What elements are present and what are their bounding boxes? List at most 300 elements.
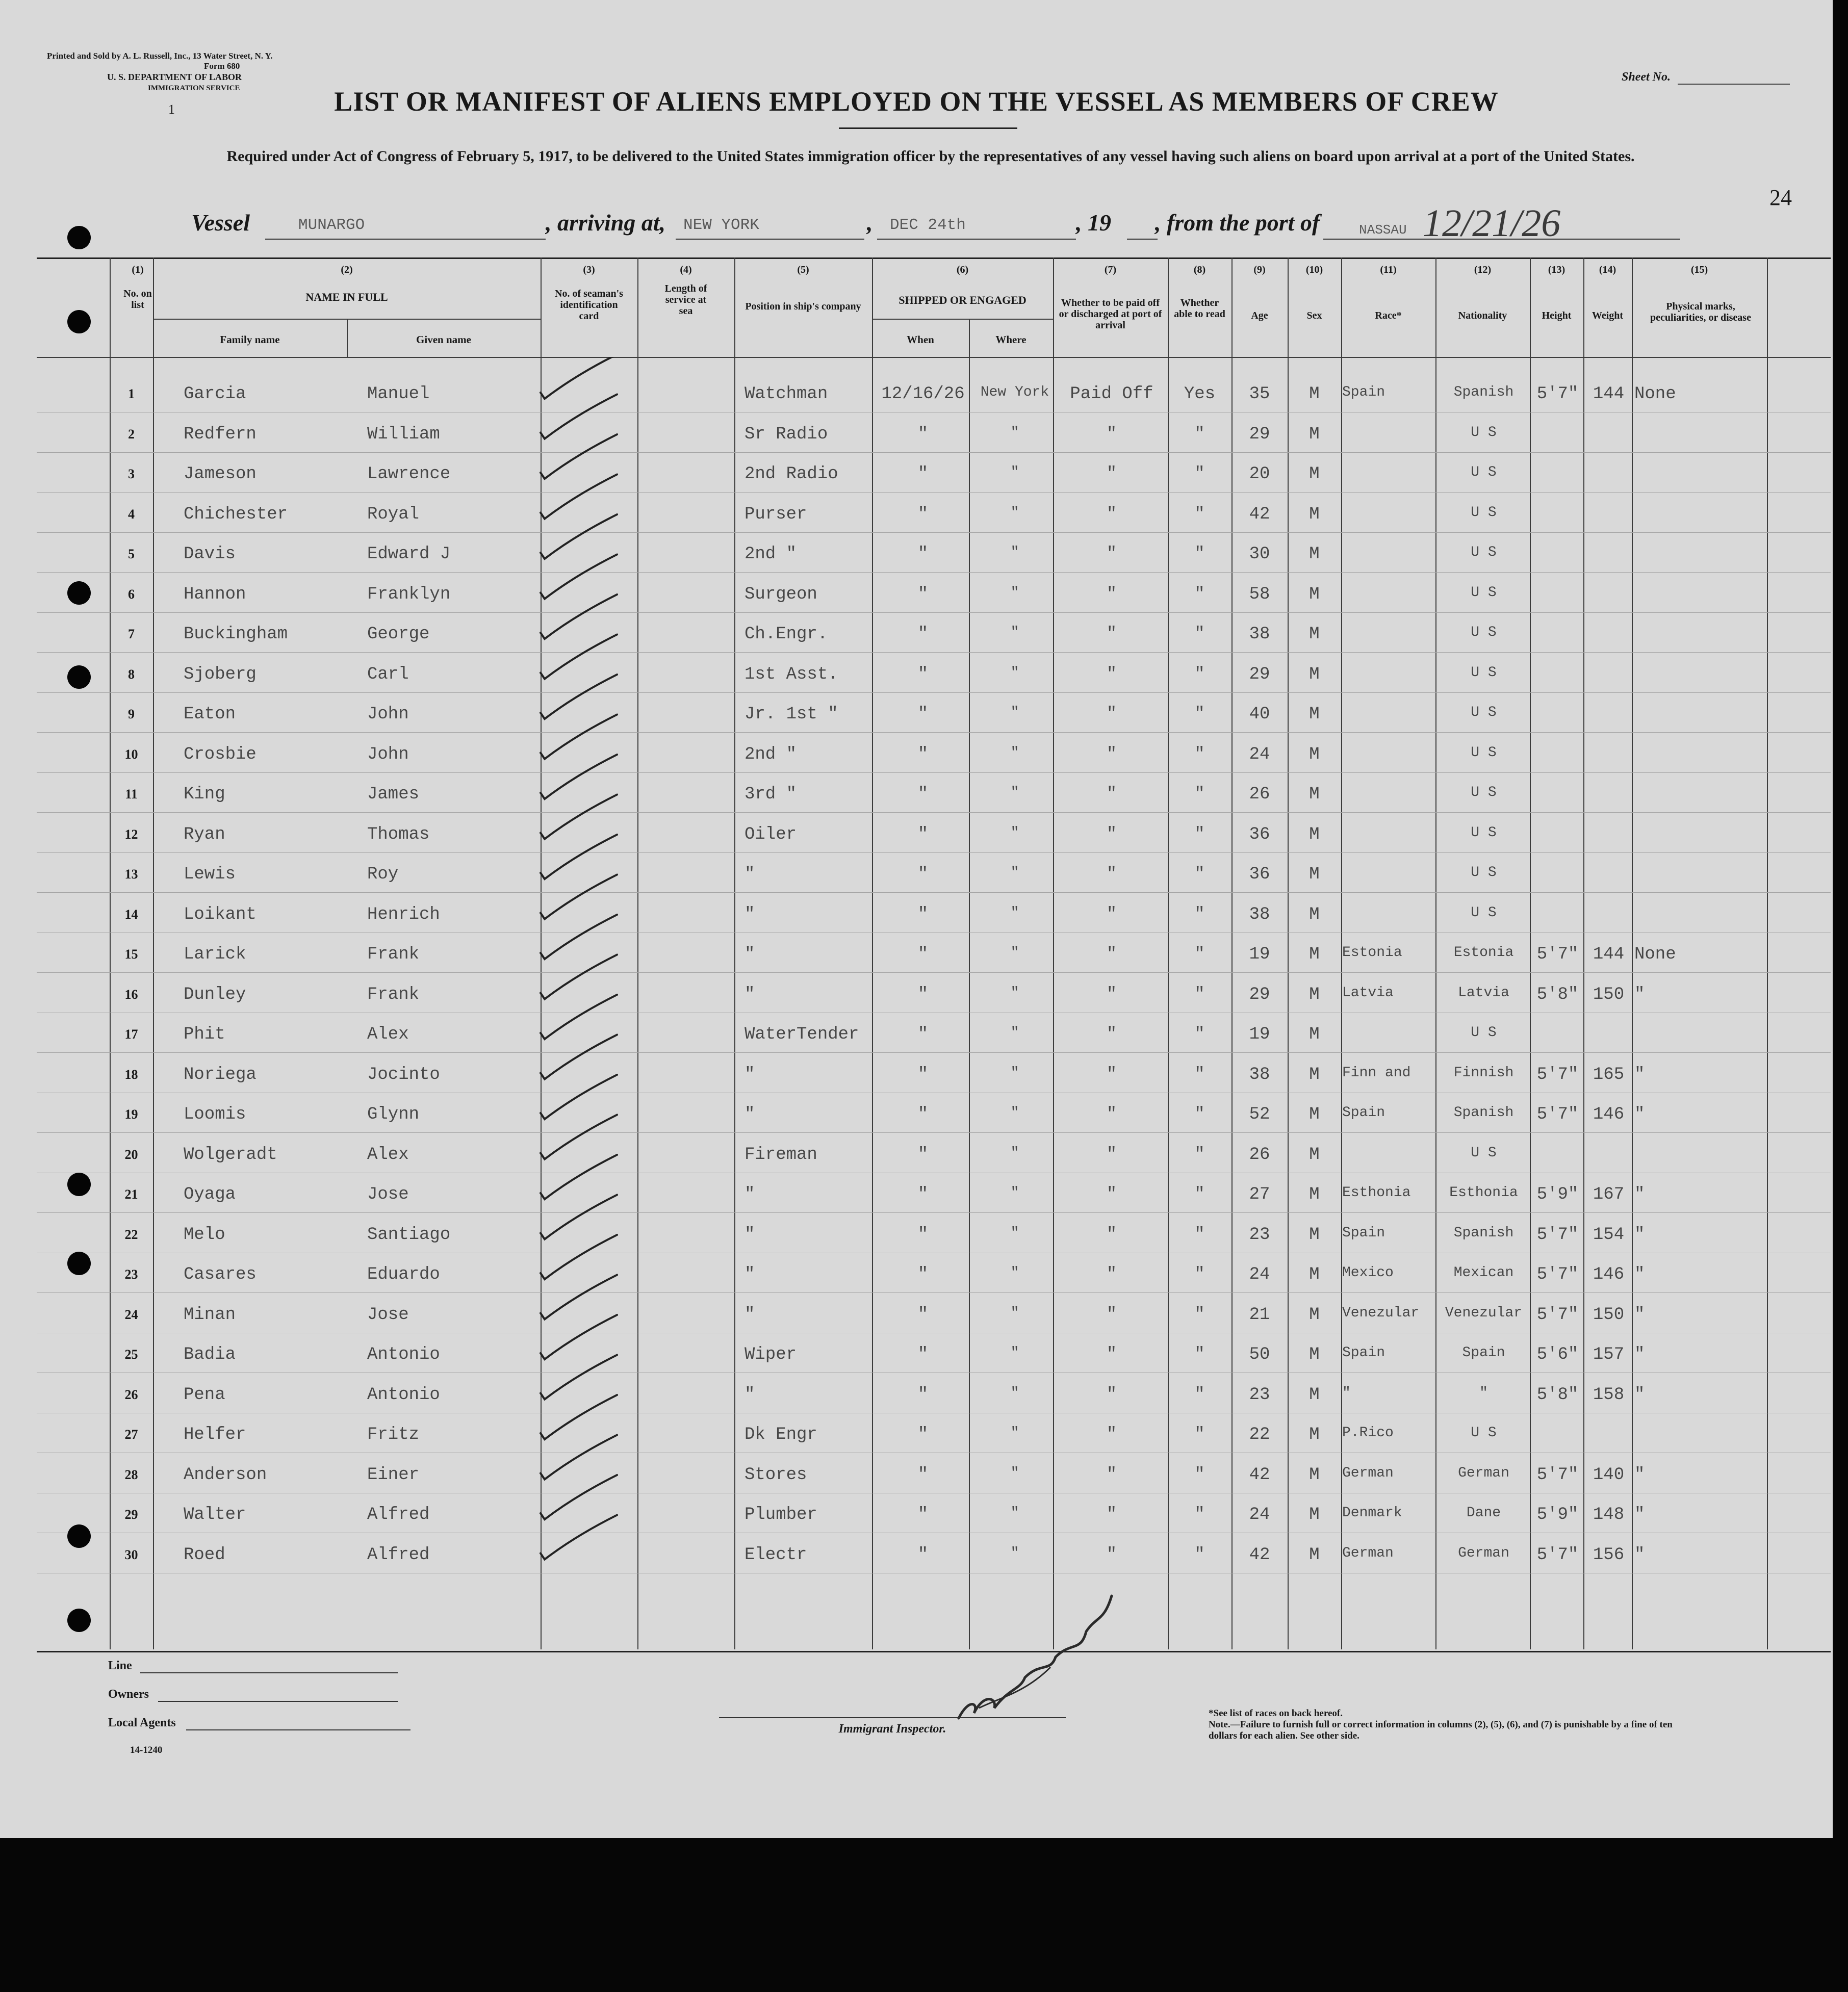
col2-family: Family name: [220, 333, 280, 346]
shipped-where: ": [1010, 464, 1019, 480]
shipped-where: ": [1010, 584, 1019, 601]
col12-label: Nationality: [1458, 310, 1507, 321]
row-number: 12: [124, 826, 138, 842]
family-name: Davis: [184, 545, 236, 564]
physical-marks: ": [1634, 1265, 1645, 1284]
family-name: Roed: [184, 1545, 225, 1565]
shipped-where: ": [1010, 1545, 1019, 1561]
nationality: U S: [1471, 705, 1497, 720]
row-rule: [37, 1132, 1831, 1133]
row-number: 18: [124, 1067, 138, 1082]
age: 42: [1249, 1545, 1270, 1565]
sex: M: [1309, 1065, 1320, 1084]
paid-off: ": [1106, 1425, 1117, 1444]
shipped-where: ": [1010, 1145, 1019, 1161]
col7-number: (7): [1104, 264, 1117, 275]
col-rule: [1767, 257, 1768, 1649]
sex: M: [1309, 1145, 1320, 1165]
punch-hole: [67, 581, 91, 605]
shipped-where: ": [1010, 1185, 1019, 1201]
nationality: U S: [1471, 1145, 1497, 1161]
paid-off: ": [1106, 504, 1117, 524]
card-checkmark: [541, 795, 617, 839]
race: German: [1342, 1465, 1394, 1481]
paid-off: ": [1106, 664, 1117, 684]
shipped-where: ": [1010, 1265, 1019, 1281]
card-checkmark: [541, 715, 617, 759]
nationality: Spanish: [1453, 1225, 1514, 1241]
paid-off: ": [1106, 1545, 1117, 1565]
arriving-label: , arriving at,: [546, 210, 666, 236]
row-number: 27: [124, 1427, 138, 1442]
row-number: 23: [124, 1267, 138, 1282]
able-to-read: ": [1194, 945, 1205, 964]
given-name: Antonio: [367, 1345, 440, 1364]
sex: M: [1309, 464, 1320, 484]
shipped-where: ": [1010, 1465, 1019, 1481]
given-name: Eduardo: [367, 1265, 440, 1284]
paid-off: ": [1106, 824, 1117, 844]
able-to-read: ": [1194, 744, 1205, 764]
weight: 158: [1593, 1385, 1625, 1405]
row-number: 8: [128, 666, 135, 682]
row-number: 22: [124, 1227, 138, 1242]
race: P.Rico: [1342, 1425, 1394, 1441]
nationality: U S: [1471, 584, 1497, 601]
position: Ch.Engr.: [745, 625, 828, 644]
col9-label: Age: [1251, 310, 1268, 321]
punch-hole: [67, 1173, 91, 1196]
position: Fireman: [745, 1145, 817, 1165]
age: 42: [1249, 504, 1270, 524]
family-name: Minan: [184, 1305, 236, 1325]
age: 38: [1249, 625, 1270, 644]
nationality: U S: [1471, 785, 1497, 800]
year-label: , 19: [1076, 210, 1111, 236]
shipped-when: ": [917, 824, 929, 844]
given-name: Lawrence: [367, 464, 451, 484]
row-rule: [37, 612, 1831, 613]
sex: M: [1309, 625, 1320, 644]
given-name: John: [367, 705, 409, 724]
race: Esthonia: [1342, 1185, 1411, 1201]
shipped-when: ": [917, 904, 929, 924]
punch-hole: [67, 1609, 91, 1632]
nationality: U S: [1471, 464, 1497, 480]
row-number: 20: [124, 1147, 138, 1162]
header-subdivider-shipped: [872, 319, 1053, 320]
paid-off: ": [1106, 1305, 1117, 1325]
agents-label: Local Agents: [108, 1716, 176, 1729]
height: 5'9": [1536, 1505, 1579, 1524]
age: 30: [1249, 545, 1270, 564]
family-name: Sjoberg: [184, 664, 256, 684]
age: 38: [1249, 1065, 1270, 1084]
position: 1st Asst.: [745, 664, 838, 684]
row-number: 21: [124, 1187, 138, 1202]
shipped-where: ": [1010, 424, 1019, 441]
able-to-read: ": [1194, 664, 1205, 684]
col5-number: (5): [797, 264, 809, 275]
card-checkmark: [541, 1235, 617, 1279]
family-name: Jameson: [184, 464, 256, 484]
row-number: 7: [128, 627, 135, 641]
able-to-read: ": [1194, 705, 1205, 724]
shipped-when: ": [917, 1545, 929, 1565]
family-name: Melo: [184, 1225, 225, 1245]
row-number: 6: [128, 586, 135, 602]
paid-off: ": [1106, 1225, 1117, 1245]
row-rule: [37, 772, 1831, 773]
nationality: Esthonia: [1449, 1185, 1518, 1201]
sex: M: [1309, 705, 1320, 724]
shipped-where: ": [1010, 1505, 1019, 1521]
col11-label: Race*: [1375, 310, 1402, 321]
nationality: U S: [1471, 744, 1497, 761]
row-rule: [37, 892, 1831, 893]
position: ": [745, 1305, 755, 1325]
race: Spain: [1342, 1225, 1385, 1241]
able-to-read: ": [1194, 1225, 1205, 1245]
card-checkmark: [541, 755, 617, 799]
shipped-when: ": [917, 865, 929, 884]
row-number: 16: [124, 987, 138, 1002]
card-checkmark: [541, 1435, 617, 1480]
card-checkmark: [541, 1395, 617, 1439]
able-to-read: Yes: [1184, 384, 1216, 404]
position: 2nd Radio: [745, 464, 838, 484]
col-rule: [872, 257, 873, 1649]
weight: 140: [1593, 1465, 1625, 1485]
height: 5'8": [1536, 985, 1579, 1004]
position: ": [745, 904, 755, 924]
paid-off: ": [1106, 545, 1117, 564]
shipped-where: ": [1010, 625, 1019, 640]
height: 5'7": [1536, 1065, 1579, 1084]
paid-off: ": [1106, 1505, 1117, 1524]
shipped-when: ": [917, 1345, 929, 1364]
nationality: U S: [1471, 1025, 1497, 1041]
position: Dk Engr: [745, 1425, 817, 1444]
col14-label: Weight: [1592, 310, 1624, 321]
card-checkmark: [541, 675, 617, 719]
sex: M: [1309, 1185, 1320, 1204]
shipped-when: ": [917, 1265, 929, 1284]
col2-label: NAME IN FULL: [305, 291, 388, 303]
arriving-value: NEW YORK: [683, 216, 759, 234]
paid-off: ": [1106, 1385, 1117, 1405]
paid-off: ": [1106, 1025, 1117, 1044]
age: 52: [1249, 1105, 1270, 1124]
physical-marks: ": [1634, 1345, 1645, 1364]
col7-label: Whether to be paid off or discharged at port of arrival: [1059, 297, 1162, 331]
weight: 157: [1593, 1345, 1625, 1364]
family-name: Ryan: [184, 824, 225, 844]
able-to-read: ": [1194, 504, 1205, 524]
col2-number: (2): [341, 264, 353, 275]
nationality: U S: [1471, 664, 1497, 681]
row-number: 10: [124, 746, 138, 762]
paid-off: ": [1106, 744, 1117, 764]
seaman-card-checkmarks: [530, 357, 683, 1632]
position: Sr Radio: [745, 424, 828, 444]
punch-hole: [67, 665, 91, 689]
family-name: Helfer: [184, 1425, 246, 1444]
age: 36: [1249, 865, 1270, 884]
height: 5'7": [1536, 1545, 1579, 1565]
height: 5'7": [1536, 1105, 1579, 1124]
handwritten-date: 12/21/26: [1423, 202, 1561, 245]
able-to-read: ": [1194, 1185, 1205, 1204]
col-rule: [347, 319, 348, 357]
position: Watchman: [745, 384, 828, 404]
age: 20: [1249, 464, 1270, 484]
able-to-read: ": [1194, 1065, 1205, 1084]
family-name: Casares: [184, 1265, 256, 1284]
sex: M: [1309, 904, 1320, 924]
row-number: 17: [124, 1027, 138, 1042]
shipped-when: ": [917, 424, 929, 444]
height: 5'8": [1536, 1385, 1579, 1405]
age: 36: [1249, 824, 1270, 844]
row-number: 4: [128, 506, 135, 522]
punch-hole: [67, 1524, 91, 1548]
race: Mexico: [1342, 1265, 1394, 1281]
weight: 156: [1593, 1545, 1625, 1565]
shipped-when: ": [917, 1145, 929, 1165]
able-to-read: ": [1194, 1425, 1205, 1444]
given-name: Frank: [367, 985, 420, 1004]
shipped-when: ": [917, 744, 929, 764]
form-code: 14-1240: [130, 1745, 163, 1755]
family-name: Dunley: [184, 985, 246, 1004]
card-checkmark: [541, 995, 617, 1039]
sheet-number-label: Sheet No.: [1622, 70, 1671, 84]
paid-off: ": [1106, 1065, 1117, 1084]
race: German: [1342, 1545, 1394, 1561]
nationality: U S: [1471, 865, 1497, 881]
age: 40: [1249, 705, 1270, 724]
col1-number: (1): [132, 264, 144, 275]
weight: 167: [1593, 1185, 1625, 1204]
shipped-where: ": [1010, 1105, 1019, 1121]
height: 5'7": [1536, 1305, 1579, 1325]
service-name: IMMIGRATION SERVICE: [148, 84, 240, 92]
shipped-where: ": [1010, 1305, 1019, 1321]
race: Spain: [1342, 384, 1385, 400]
shipped-where: ": [1010, 664, 1019, 681]
sex: M: [1309, 1305, 1320, 1325]
col4-label: Length of service at sea: [664, 283, 707, 317]
race: Spain: [1342, 1105, 1385, 1121]
shipped-when: ": [917, 464, 929, 484]
given-name: Antonio: [367, 1385, 440, 1405]
col1-label: No. on list: [123, 288, 152, 311]
family-name: Chichester: [184, 504, 288, 524]
age: 29: [1249, 424, 1270, 444]
col-rule: [734, 257, 735, 1649]
shipped-when: ": [917, 785, 929, 804]
col14-number: (14): [1599, 264, 1616, 275]
height: 5'7": [1536, 1465, 1579, 1485]
weight: 150: [1593, 985, 1625, 1004]
physical-marks: ": [1634, 1105, 1645, 1124]
shipped-when: ": [917, 625, 929, 644]
nationality: German: [1458, 1465, 1509, 1481]
vessel-line: [265, 239, 546, 240]
card-checkmark: [541, 1035, 617, 1079]
given-name: Jose: [367, 1185, 409, 1204]
year-line: [1127, 239, 1158, 240]
row-rule: [37, 1292, 1831, 1293]
weight: 146: [1593, 1265, 1625, 1284]
age: 21: [1249, 1305, 1270, 1325]
family-name: Lewis: [184, 865, 236, 884]
inspector-line: [719, 1717, 1066, 1718]
position: Purser: [745, 504, 807, 524]
physical-marks: ": [1634, 1305, 1645, 1325]
card-checkmark: [541, 395, 617, 439]
paid-off: ": [1106, 464, 1117, 484]
paid-off: ": [1106, 1185, 1117, 1204]
age: 29: [1249, 985, 1270, 1004]
family-name: Walter: [184, 1505, 246, 1524]
shipped-where: ": [1010, 1225, 1019, 1241]
height: 5'6": [1536, 1345, 1579, 1364]
age: 19: [1249, 1025, 1270, 1044]
given-name: Manuel: [367, 384, 430, 404]
given-name: Franklyn: [367, 584, 451, 604]
age: 24: [1249, 744, 1270, 764]
nationality: U S: [1471, 504, 1497, 521]
age: 50: [1249, 1345, 1270, 1364]
given-name: Alex: [367, 1025, 409, 1044]
given-name: Alfred: [367, 1505, 430, 1524]
weight: 148: [1593, 1505, 1625, 1524]
shipped-where: ": [1010, 985, 1019, 1001]
nationality: Finnish: [1453, 1065, 1514, 1081]
given-name: Roy: [367, 865, 399, 884]
row-number: 30: [124, 1547, 138, 1562]
sex: M: [1309, 985, 1320, 1004]
card-checkmark: [541, 594, 617, 639]
able-to-read: ": [1194, 1545, 1205, 1565]
inspector-signature: [948, 1575, 1122, 1728]
row-number: 11: [125, 787, 138, 801]
age: 26: [1249, 1145, 1270, 1165]
position: ": [745, 945, 755, 964]
card-checkmark: [541, 1195, 617, 1239]
sex: M: [1309, 1345, 1320, 1364]
race: Latvia: [1342, 985, 1394, 1001]
height: 5'7": [1536, 384, 1579, 404]
shipped-when: ": [917, 584, 929, 604]
department-name: U. S. DEPARTMENT OF LABOR: [107, 72, 242, 82]
col6-when: When: [907, 333, 934, 346]
age: 19: [1249, 945, 1270, 964]
family-name: Redfern: [184, 424, 256, 444]
race: Estonia: [1342, 945, 1402, 961]
physical-marks: ": [1634, 1185, 1645, 1204]
sex: M: [1309, 945, 1320, 964]
shipped-where: ": [1010, 904, 1019, 921]
paid-off: ": [1106, 1145, 1117, 1165]
weight: 150: [1593, 1305, 1625, 1325]
shipped-where: ": [1010, 504, 1019, 521]
shipped-where: ": [1010, 824, 1019, 841]
physical-marks: ": [1634, 1505, 1645, 1524]
paid-off: ": [1106, 1105, 1117, 1124]
able-to-read: ": [1194, 1025, 1205, 1044]
sex: M: [1309, 545, 1320, 564]
nationality: U S: [1471, 424, 1497, 441]
paid-off: ": [1106, 865, 1117, 884]
card-checkmark: [541, 1355, 617, 1400]
document-subtitle: Required under Act of Congress of February 5, 1917, to be delivered to the United States immigration officer by the representatives of any vessel having such aliens on board upon arrival at a port of the United States.: [226, 148, 1635, 165]
able-to-read: ": [1194, 1505, 1205, 1524]
sex: M: [1309, 1025, 1320, 1044]
row-number: 14: [124, 907, 138, 922]
date-line: [877, 239, 1076, 240]
position: ": [745, 1185, 755, 1204]
given-name: Jose: [367, 1305, 409, 1325]
family-name: Garcia: [184, 384, 246, 404]
row-number: 5: [128, 547, 135, 561]
row-number: 1: [128, 386, 135, 401]
card-checkmark: [541, 875, 617, 919]
physical-marks: ": [1634, 1385, 1645, 1405]
shipped-when: ": [917, 1465, 929, 1485]
able-to-read: ": [1194, 1345, 1205, 1364]
age: 22: [1249, 1425, 1270, 1444]
card-checkmark: [541, 1275, 617, 1320]
card-checkmark: [541, 1475, 617, 1519]
race: Venezular: [1342, 1305, 1420, 1321]
nationality: U S: [1471, 824, 1497, 841]
col12-number: (12): [1474, 264, 1492, 275]
paid-off: ": [1106, 945, 1117, 964]
sex: M: [1309, 664, 1320, 684]
race: Finn and: [1342, 1065, 1411, 1081]
shipped-when: ": [917, 1105, 929, 1124]
family-name: Loomis: [184, 1105, 246, 1124]
shipped-when: ": [917, 1305, 929, 1325]
shipped-where: ": [1010, 744, 1019, 761]
physical-marks: ": [1634, 1225, 1645, 1245]
row-number: 13: [124, 867, 138, 882]
shipped-where: New York: [980, 384, 1049, 400]
position: WaterTender: [745, 1025, 859, 1044]
given-name: Alfred: [367, 1545, 430, 1565]
able-to-read: ": [1194, 785, 1205, 804]
age: 35: [1249, 384, 1270, 404]
row-rule: [37, 532, 1831, 533]
header-bottom-rule: [37, 357, 1831, 358]
row-rule: [37, 652, 1831, 653]
shipped-where: ": [1010, 1345, 1019, 1361]
sex: M: [1309, 1465, 1320, 1485]
paid-off: ": [1106, 904, 1117, 924]
position: Oiler: [745, 824, 797, 844]
row-number: 2: [128, 426, 135, 442]
family-name: Crosbie: [184, 744, 256, 764]
nationality: Dane: [1466, 1505, 1501, 1521]
sheet-number-line: [1678, 84, 1790, 85]
shipped-where: ": [1010, 1425, 1019, 1441]
shipped-when: ": [917, 504, 929, 524]
col5-label: Position in ship's company: [745, 301, 861, 312]
shipped-where: ": [1010, 1385, 1019, 1401]
